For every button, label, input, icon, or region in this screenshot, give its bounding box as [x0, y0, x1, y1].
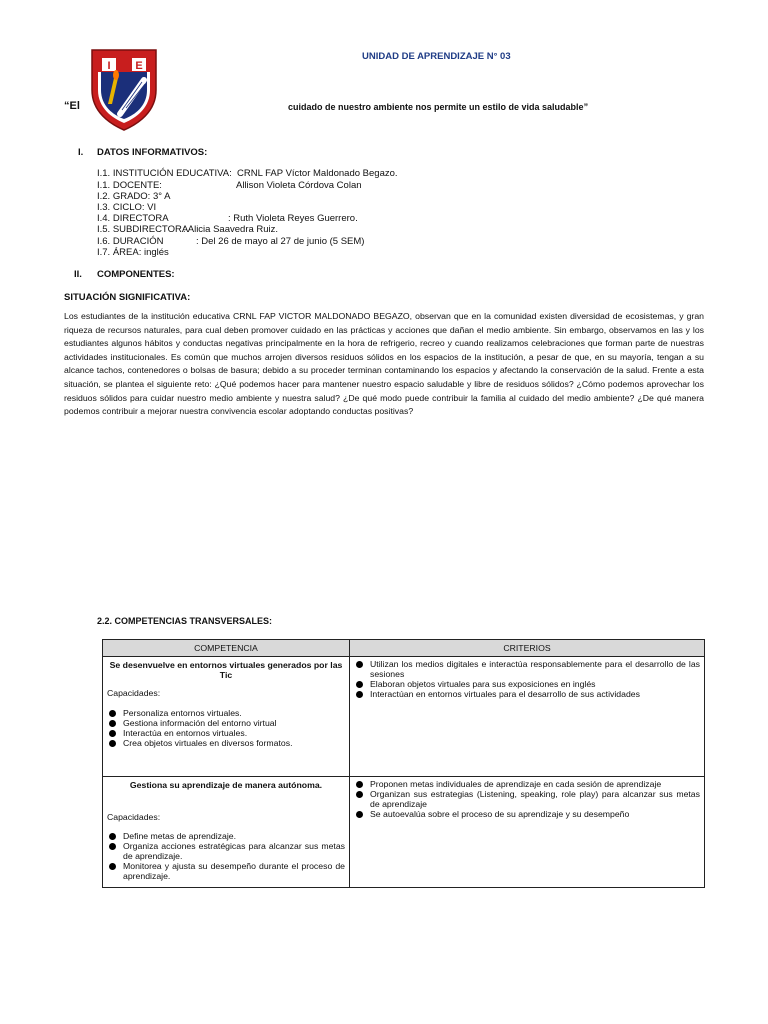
school-logo — [88, 44, 160, 132]
competencia-cell — [103, 777, 350, 888]
info-label: I.1. DOCENTE: — [97, 180, 162, 191]
shield-icon — [88, 44, 160, 132]
competencia-title: Gestiona su aprendizaje de manera autónoma. — [129, 780, 323, 790]
capacidades-label: Capacidades: — [107, 812, 161, 822]
table-row — [103, 657, 705, 777]
info-label: I.1. INSTITUCIÓN EDUCATIVA: — [97, 168, 232, 179]
list-item: Se autoevalúa sobre el proceso de su aprendizaje y su desempeño — [354, 809, 700, 819]
criterios-cell — [350, 657, 705, 777]
header-competencia: COMPETENCIA — [103, 640, 350, 657]
competencias-table — [102, 639, 705, 888]
info-value: CRNL FAP Víctor Maldonado Begazo. — [237, 168, 398, 179]
info-value: : Alicia Saavedra Ruiz. — [183, 224, 279, 235]
list-item: Organiza acciones estratégicas para alcanzar sus metas de aprendizaje. — [107, 841, 345, 861]
info-value: : Ruth Violeta Reyes Guerrero. — [228, 213, 358, 224]
list-item: Organizan sus estrategias (Listening, speaking, role play) para alcanzar sus metas de aprendizaje — [354, 789, 700, 809]
info-label: I.5. SUBDIRECTORA — [97, 224, 189, 235]
criterios-cell — [350, 777, 705, 888]
info-value: Allison Violeta Córdova Colan — [236, 180, 362, 191]
unit-title: UNIDAD DE APRENDIZAJE N° 03 — [362, 51, 511, 62]
table-header-row — [103, 640, 705, 657]
info-label: I.7. ÁREA: inglés — [97, 247, 169, 258]
list-item: Interactúan en entornos virtuales para el desarrollo de sus actividades — [354, 689, 700, 699]
capacidades-list — [107, 831, 345, 881]
competencia-title: Se desenvuelve en entornos virtuales generados por las Tic — [109, 660, 343, 680]
info-label: I.3. CICLO: VI — [97, 202, 157, 213]
header-criterios: CRITERIOS — [350, 640, 705, 657]
unit-slogan: cuidado de nuestro ambiente nos permite un estilo de vida saludable” — [288, 102, 589, 112]
situacion-text: Los estudiantes de la institución educativa CRNL FAP VICTOR MALDONADO BEGAZO, observan que en la comunidad existen diversidad de ecosistemas, y gran riqueza de recursos naturales, para cual deben promover cuidado en las prácticas y acciones que dañan el medio ambiente. Sin embargo, observamos en las y los estudiantes algunos hábitos y conductas negativas principalmente en la hora de refrigerio, recreo y cuando realizamos celebraciones que forman parte de nuestras actividades institucionales. Es común que muchos arrojen diversos residuos sólidos en los espacios de la institución, a pesar de que, en su mayoría, tengan a su alcance tachos, contenedores o bolsas de basura; debido a su proceder terminan contaminando los espacios y afectando la conservación de la salud. Frente a esta situación, se plantea el siguiente reto: ¿Qué podemos hacer para mantener nuestro espacio saludable y libre de residuos sólidos? ¿Cómo podemos aprovechar los residuos sólidos para cuidar nuestro medio ambiente y nuestra salud? ¿De qué modo puede contribuir la familia al cuidado del medio ambiente? ¿De qué manera podemos contribuir a mejorar nuestra convivencia escolar adoptando conductas positivas? — [64, 311, 704, 417]
info-label: I.4. DIRECTORA — [97, 213, 169, 224]
section-2-numeral: II. — [74, 269, 82, 280]
list-item: Proponen metas individuales de aprendizaje en cada sesión de aprendizaje — [354, 779, 700, 789]
info-value: : Del 26 de mayo al 27 de junio (5 SEM) — [196, 236, 365, 247]
competencias-title: 2.2. COMPETENCIAS TRANSVERSALES: — [97, 616, 273, 626]
competencia-cell — [103, 657, 350, 777]
list-item: Gestiona información del entorno virtual — [107, 718, 345, 728]
list-item: Utilizan los medios digitales e interactúa responsablemente para el desarrollo de las sesiones — [354, 659, 700, 679]
criterios-list — [354, 779, 700, 819]
criterios-list — [354, 659, 700, 699]
list-item: Personaliza entornos virtuales. — [107, 708, 345, 718]
section-1-title: DATOS INFORMATIVOS: — [97, 147, 208, 158]
list-item: Elaboran objetos virtuales para sus exposiciones en inglés — [354, 679, 700, 689]
section-1-numeral: I. — [78, 147, 84, 158]
quote-start: “El — [64, 100, 80, 112]
list-item: Monitorea y ajusta su desempeño durante el proceso de aprendizaje. — [107, 861, 345, 881]
svg-text:E: E — [135, 60, 143, 72]
info-label: I.2. GRADO: 3° A — [97, 191, 171, 202]
table-row — [103, 777, 705, 888]
svg-text:I: I — [107, 60, 111, 72]
capacidades-list — [107, 708, 345, 748]
section-2-title: COMPONENTES: — [97, 269, 175, 280]
list-item: Crea objetos virtuales en diversos formatos. — [107, 738, 345, 748]
capacidades-label: Capacidades: — [107, 688, 161, 698]
info-label: I.6. DURACIÓN — [97, 236, 164, 247]
list-item: Interactúa en entornos virtuales. — [107, 728, 345, 738]
list-item: Define metas de aprendizaje. — [107, 831, 345, 841]
situacion-title: SITUACIÓN SIGNIFICATIVA: — [64, 292, 191, 303]
